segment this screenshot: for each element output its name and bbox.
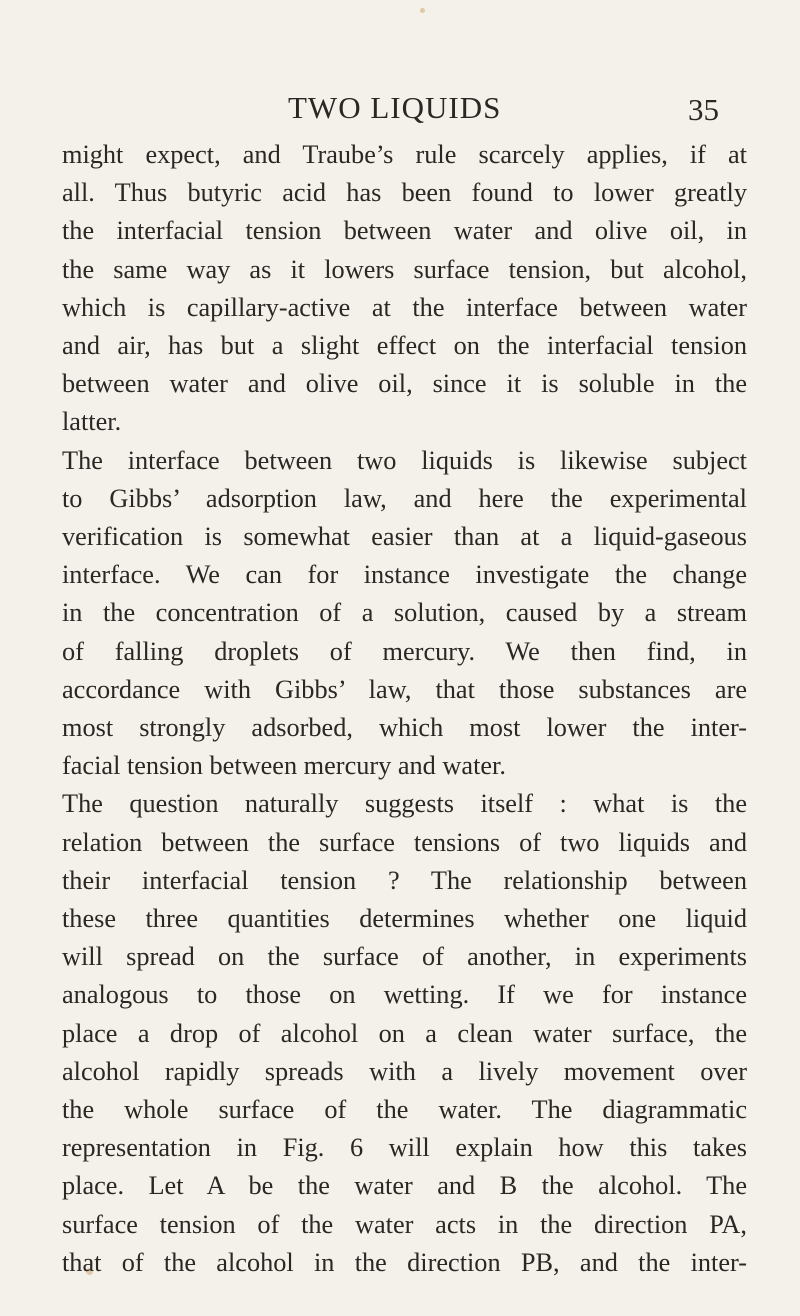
text-line: relation between the surface tensions of two liquids and xyxy=(62,827,747,857)
text-line: representation in Fig. 6 will explain how this takes xyxy=(62,1133,747,1163)
text-line: surface tension of the water acts in the direction PA, xyxy=(62,1209,747,1239)
text-line: might expect, and Traube’s rule scarcely applies, if at xyxy=(62,140,747,169)
text-line: place. Let A be the water and B the alcohol. The xyxy=(62,1171,747,1201)
text-line: in the concentration of a solution, caused by a stream xyxy=(62,598,747,628)
text-line: place a drop of alcohol on a clean water surface, the xyxy=(62,1018,747,1048)
paper-speck xyxy=(420,8,425,13)
text-line: the whole surface of the water. The diagrammatic xyxy=(62,1095,747,1125)
text-line: that of the alcohol in the direction PB, and the inter- xyxy=(62,1247,747,1277)
text-line: interface. We can for instance investigate the change xyxy=(62,560,747,590)
text-line: The question naturally suggests itself : what is the xyxy=(62,789,747,819)
paragraph-3 xyxy=(62,785,747,1282)
text-line: between water and olive oil, since it is soluble in the xyxy=(62,369,747,399)
text-line: analogous to those on wetting. If we for instance xyxy=(62,980,747,1010)
paragraph-2 xyxy=(62,442,747,786)
text-line: of falling droplets of mercury. We then find, in xyxy=(62,636,747,666)
text-line: verification is somewhat easier than at a liquid-gaseous xyxy=(62,522,747,552)
page-number: 35 xyxy=(688,92,719,127)
running-title: TWO LIQUIDS xyxy=(288,90,502,125)
text-line: will spread on the surface of another, in experiments xyxy=(62,942,747,972)
text-line: these three quantities determines whether one liquid xyxy=(62,904,747,934)
text-line: The interface between two liquids is likewise subject xyxy=(62,445,747,475)
running-head xyxy=(0,88,800,128)
text-line: facial tension between mercury and water. xyxy=(62,751,506,781)
text-line: most strongly adsorbed, which most lower the inter- xyxy=(62,713,747,743)
text-line: the same way as it lowers surface tension, but alcohol, xyxy=(62,254,747,284)
text-line: latter. xyxy=(62,407,122,437)
text-line: the interfacial tension between water and olive oil, in xyxy=(62,216,747,246)
text-line: accordance with Gibbs’ law, that those substances are xyxy=(62,674,747,704)
paragraph-1 xyxy=(62,136,747,442)
text-line: their interfacial tension ? The relationship between xyxy=(62,865,747,895)
text-line: to Gibbs’ adsorption law, and here the experimental xyxy=(62,483,747,513)
text-line: and air, has but a slight effect on the interfacial tension xyxy=(62,331,747,361)
text-line: all. Thus butyric acid has been found to lower greatly xyxy=(62,178,747,208)
text-line: alcohol rapidly spreads with a lively movement over xyxy=(62,1056,747,1086)
body-text xyxy=(62,136,747,1282)
text-line: which is capillary-active at the interface between water xyxy=(62,292,747,322)
